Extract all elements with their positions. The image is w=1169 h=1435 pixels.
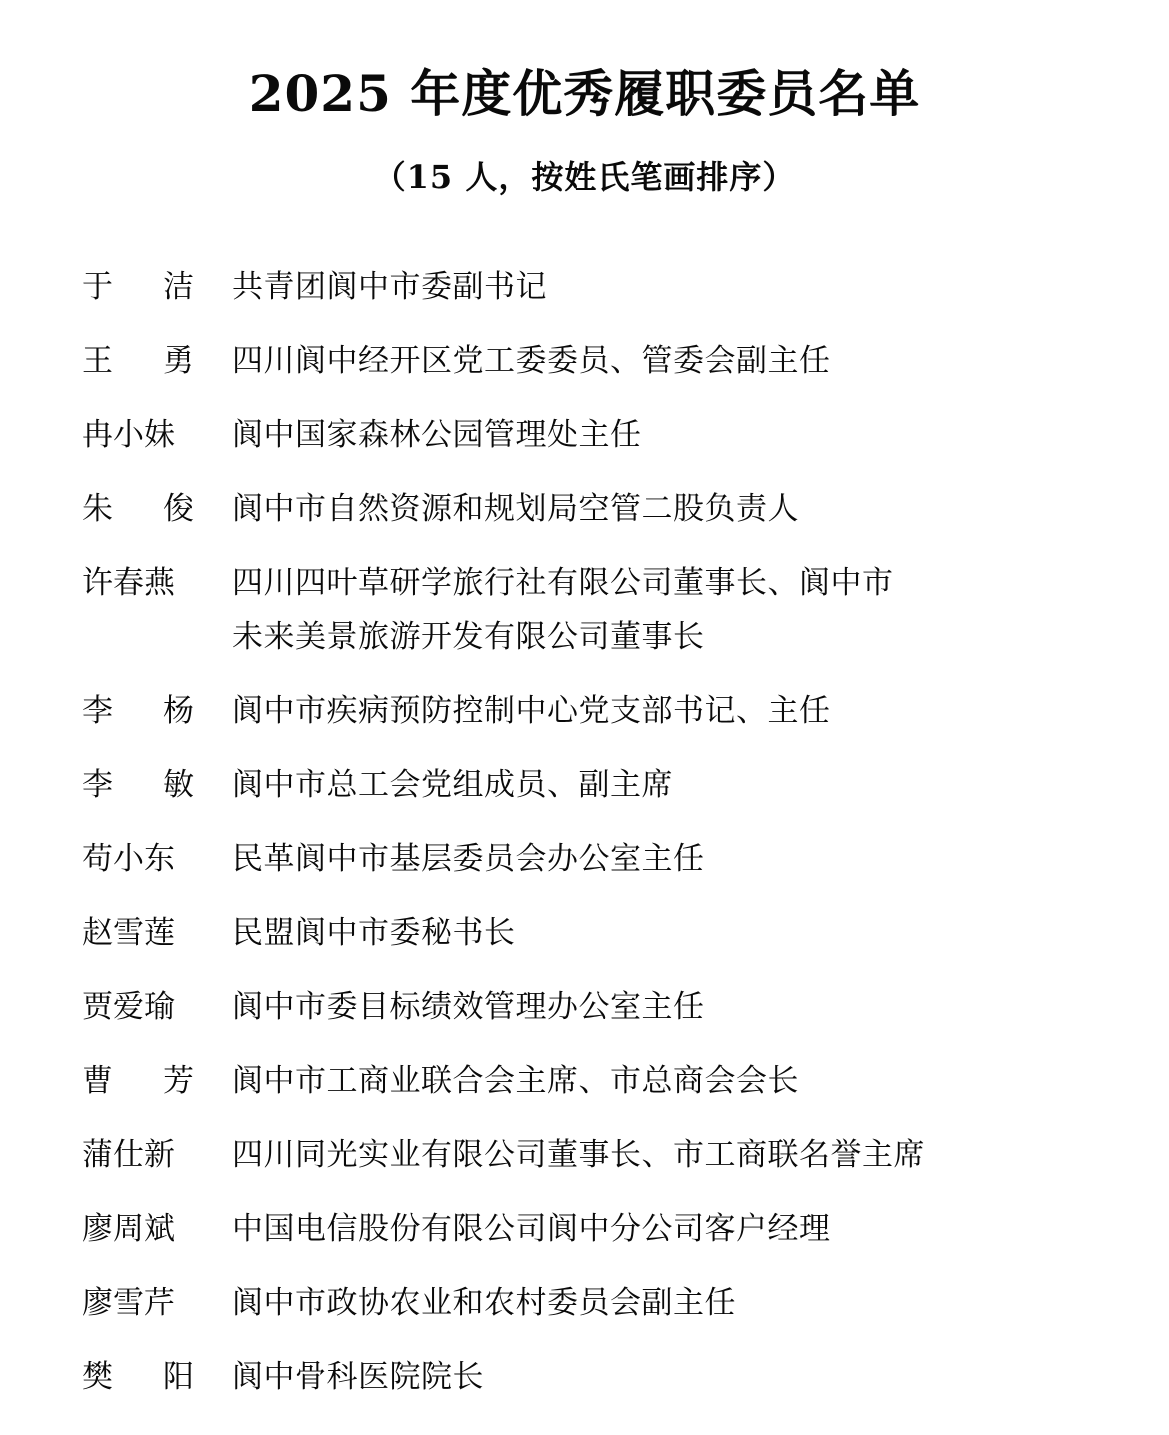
member-name-char: 敏 <box>163 767 194 803</box>
page-subtitle: （15 人，按姓氏笔画排序） <box>373 158 796 196</box>
list-item <box>0 906 1169 960</box>
list-item <box>0 980 1169 1034</box>
member-position: 阆中市疾病预防控制中心党支部书记、主任 <box>232 693 831 729</box>
member-position: 四川同光实业有限公司董事长、市工商联名誉主席 <box>232 1137 925 1173</box>
member-name-char: 朱 <box>82 491 113 527</box>
member-position: 阆中国家森林公园管理处主任 <box>232 417 642 453</box>
list-item <box>0 556 1169 664</box>
list-item <box>0 1054 1169 1108</box>
committee-member-list <box>0 198 1169 1404</box>
list-item <box>0 1350 1169 1404</box>
member-name <box>82 684 232 738</box>
member-position: 阆中市委目标绩效管理办公室主任 <box>232 989 705 1025</box>
member-name <box>82 260 232 314</box>
member-name-char: 芳 <box>163 1063 194 1099</box>
member-name-char: 李 <box>82 693 113 729</box>
member-position: 阆中市自然资源和规划局空管二股负责人 <box>232 491 799 527</box>
member-name-char: 洁 <box>163 269 194 305</box>
page-title: 2025 年度优秀履职委员名单 <box>248 64 921 123</box>
member-name-char: 李 <box>82 767 113 803</box>
member-name <box>82 482 232 536</box>
member-position: 阆中骨科医院院长 <box>232 1359 484 1395</box>
member-position <box>232 556 1121 664</box>
member-position: 四川阆中经开区党工委委员、管委会副主任 <box>232 343 831 379</box>
member-position: 中国电信股份有限公司阆中分公司客户经理 <box>232 1211 831 1247</box>
member-name-char: 王 <box>82 343 113 379</box>
list-item <box>0 758 1169 812</box>
member-name: 苟小东 <box>82 841 175 877</box>
member-name-char: 曹 <box>82 1063 113 1099</box>
member-name <box>82 334 232 388</box>
list-item <box>0 832 1169 886</box>
member-position: 民革阆中市基层委员会办公室主任 <box>232 841 705 877</box>
list-item <box>0 334 1169 388</box>
member-name: 许春燕 <box>82 565 175 601</box>
member-position-line2: 未来美景旅游开发有限公司董事长 <box>232 619 705 655</box>
member-name-char: 杨 <box>163 693 194 729</box>
list-item <box>0 260 1169 314</box>
list-item <box>0 1202 1169 1256</box>
member-name: 廖雪芹 <box>82 1285 175 1321</box>
member-position: 阆中市工商业联合会主席、市总商会会长 <box>232 1063 799 1099</box>
member-name-char: 俊 <box>163 491 194 527</box>
list-item <box>0 408 1169 462</box>
member-name-char: 勇 <box>163 343 194 379</box>
list-item <box>0 1128 1169 1182</box>
member-position-line1: 四川四叶草研学旅行社有限公司董事长、阆中市 <box>232 565 894 601</box>
list-item <box>0 684 1169 738</box>
member-position: 阆中市政协农业和农村委员会副主任 <box>232 1285 736 1321</box>
member-name: 廖周斌 <box>82 1211 175 1247</box>
member-name-char: 樊 <box>82 1359 113 1395</box>
member-name-char: 阳 <box>163 1359 194 1395</box>
list-item <box>0 1276 1169 1330</box>
member-name <box>82 1350 232 1404</box>
member-name <box>82 758 232 812</box>
member-name: 蒲仕新 <box>82 1137 175 1173</box>
member-name: 贾爱瑜 <box>82 989 175 1025</box>
member-name-char: 于 <box>82 269 113 305</box>
list-item <box>0 482 1169 536</box>
member-name: 冉小妹 <box>82 417 175 453</box>
member-position: 阆中市总工会党组成员、副主席 <box>232 767 673 803</box>
member-name <box>82 1054 232 1108</box>
member-name: 赵雪莲 <box>82 915 175 951</box>
member-position: 民盟阆中市委秘书长 <box>232 915 516 951</box>
member-position: 共青团阆中市委副书记 <box>232 269 547 305</box>
